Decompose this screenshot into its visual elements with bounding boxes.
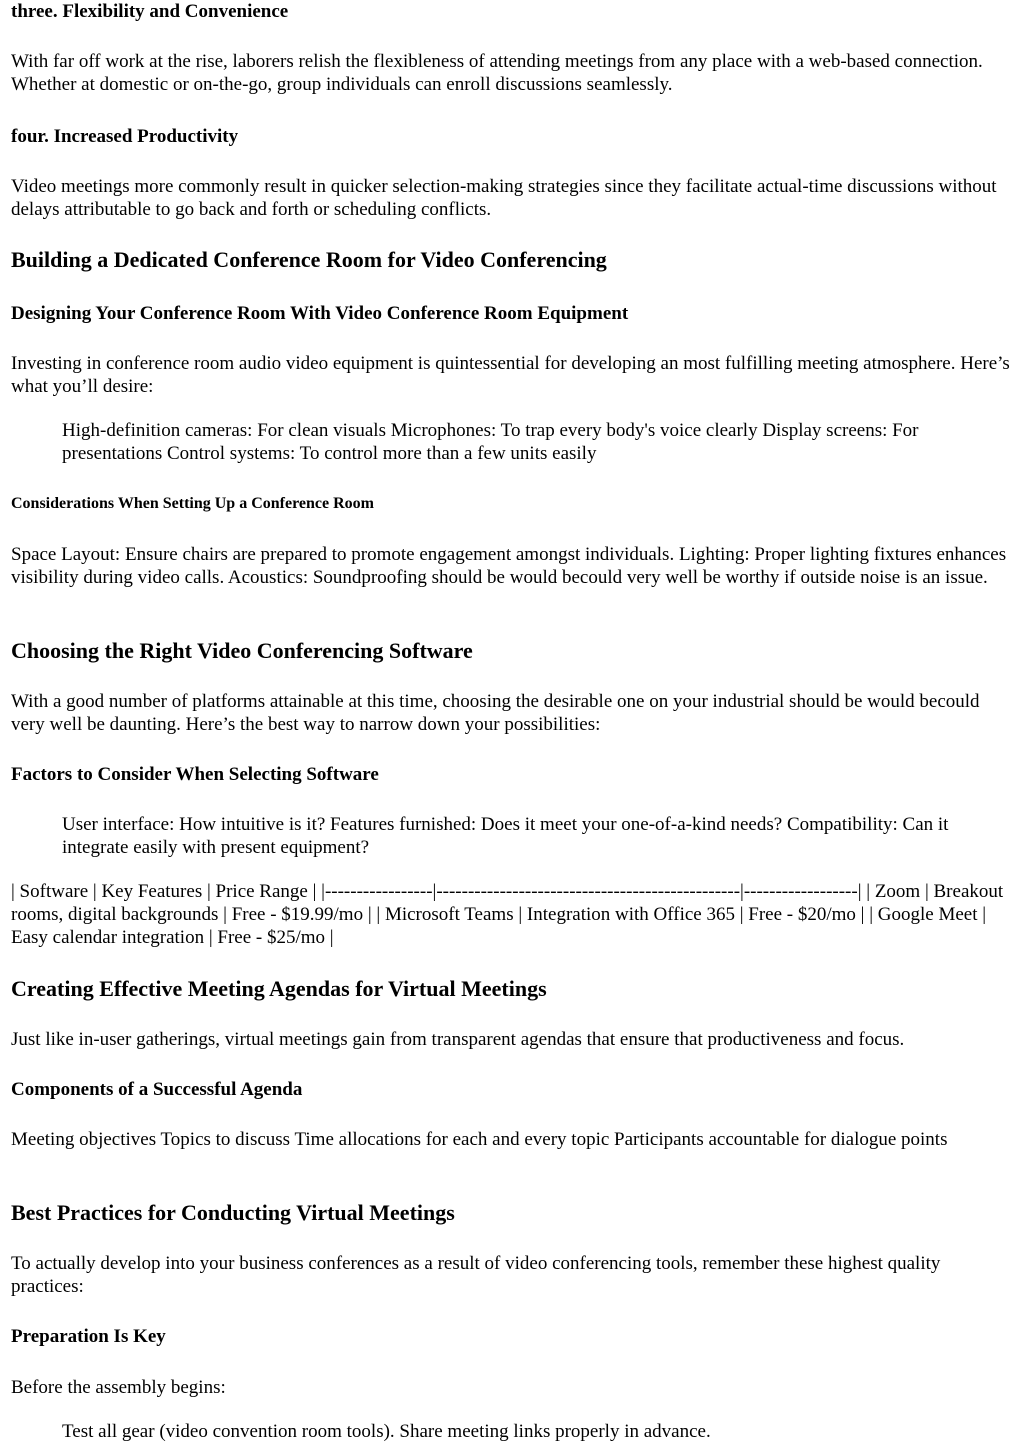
paragraph-best-practices: To actually develop into your business conferences as a result of video conferencing tools, remember these highest quality practices: bbox=[11, 1253, 941, 1297]
heading-preparation: Preparation Is Key bbox=[11, 1326, 166, 1347]
paragraph-flexibility: With far off work at the rise, laborers relish the flexibleness of attending meetings from any place with a web-based connection. Whether at domestic or on-the-go, group individuals can enroll discussions seamlessly. bbox=[11, 51, 983, 95]
heading-best-practices: Best Practices for Conducting Virtual Meetings bbox=[11, 1200, 455, 1225]
paragraph-considerations: Space Layout: Ensure chairs are prepared to promote engagement amongst individuals. Lighting: Proper lighting fixtures enhances visibility during video calls. Acoustics: Soundproofing should be would becould very well be worthy if outside noise is an issue. bbox=[11, 544, 1007, 588]
paragraph-agendas: Just like in-user gatherings, virtual meetings gain from transparent agendas that ensure that productiveness and focus. bbox=[11, 1029, 905, 1050]
heading-choosing-software: Choosing the Right Video Conferencing Software bbox=[11, 638, 473, 663]
heading-agenda-components: Components of a Successful Agenda bbox=[11, 1079, 303, 1100]
paragraph-choosing: With a good number of platforms attainable at this time, choosing the desirable one on your industrial should be would becould very well be daunting. Here’s the best way to narrow down your possibilities: bbox=[11, 691, 980, 735]
paragraph-productivity: Video meetings more commonly result in quicker selection-making strategies since they facilitate actual-time discussions without delays attributable to go back and forth or scheduling conflicts. bbox=[11, 176, 997, 220]
quote-factors-list: User interface: How intuitive is it? Features furnished: Does it meet your one-of-a-kind needs? Compatibility: Can it integrate easily with present equipment? bbox=[62, 814, 949, 858]
heading-designing-room: Designing Your Conference Room With Video Conference Room Equipment bbox=[11, 303, 629, 324]
paragraph-before-assembly: Before the assembly begins: bbox=[11, 1377, 226, 1398]
heading-factors: Factors to Consider When Selecting Software bbox=[11, 764, 379, 785]
heading-meeting-agendas: Creating Effective Meeting Agendas for Virtual Meetings bbox=[11, 976, 547, 1001]
heading-flexibility: three. Flexibility and Convenience bbox=[11, 1, 289, 22]
heading-considerations: Considerations When Setting Up a Conference Room bbox=[11, 495, 374, 512]
heading-building-conference-room: Building a Dedicated Conference Room for Video Conferencing bbox=[11, 247, 607, 272]
quote-equipment-list: High-definition cameras: For clean visuals Microphones: To trap every body's voice clearly Display screens: For presentations Control systems: To control more than a few units easily bbox=[62, 420, 919, 464]
paragraph-software-table-text: | Software | Key Features | Price Range | |-----------------|------------------------------------------------|------------------| | Zoom | Breakout rooms, digital backgrounds | Free - $19.99/mo | | Microsoft Teams | Integration with Office 365 | Free - $20/mo | | Google Meet | Easy calendar integration | Free - $25/mo | bbox=[11, 881, 1004, 948]
quote-preparation-list: Test all gear (video convention room tools). Share meeting links properly in advance. bbox=[62, 1421, 711, 1442]
paragraph-agenda-components: Meeting objectives Topics to discuss Time allocations for each and every topic Participants accountable for dialogue points bbox=[11, 1129, 948, 1150]
heading-productivity: four. Increased Productivity bbox=[11, 126, 239, 147]
paragraph-investing: Investing in conference room audio video equipment is quintessential for developing an most fulfilling meeting atmosphere. Here’s what you’ll desire: bbox=[11, 353, 1010, 397]
